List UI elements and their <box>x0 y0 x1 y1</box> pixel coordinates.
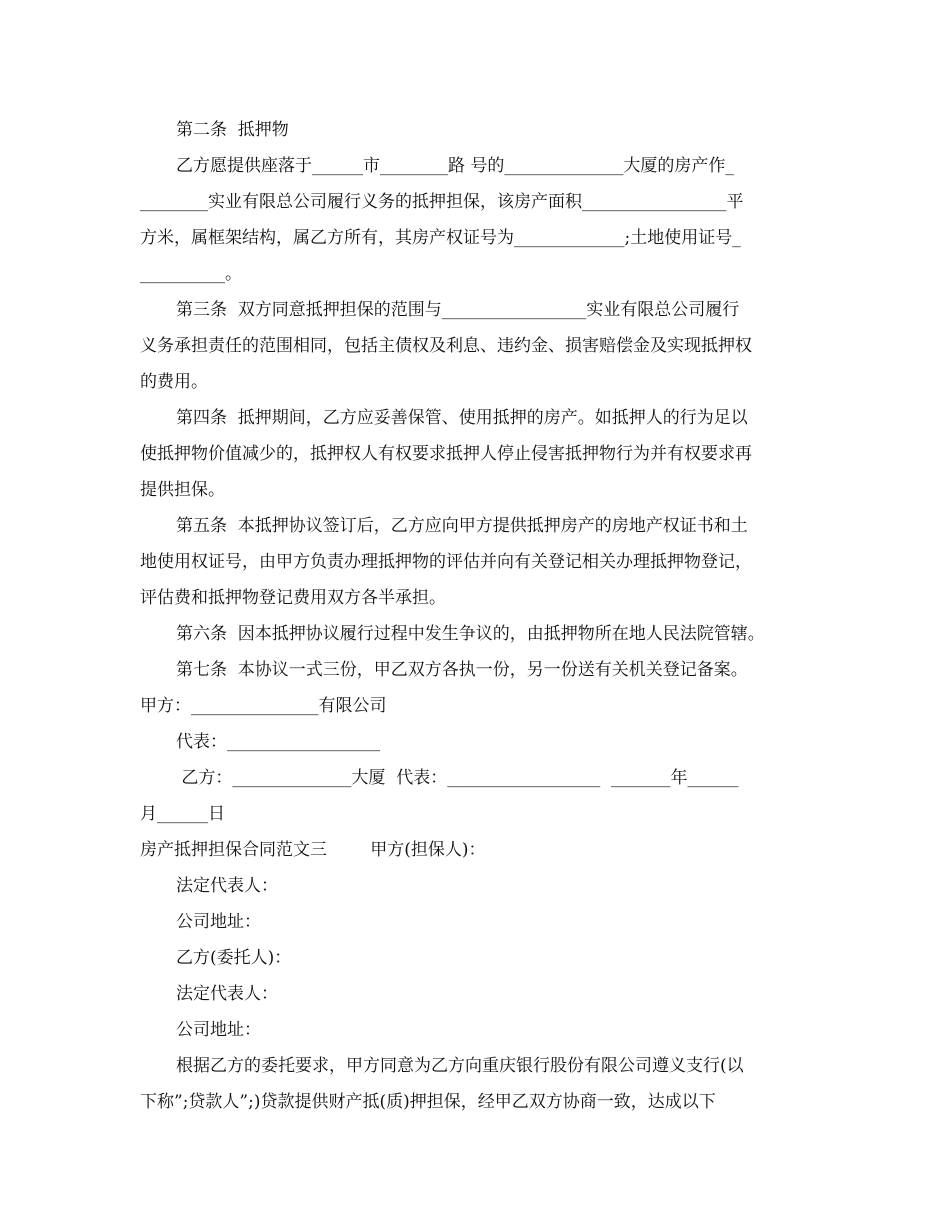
article-2-text-line: 方米，属框架结构，属乙方所有，其房产权证号为_____________;土地使用证号_ <box>140 228 741 248</box>
body-paragraph-line: 下称”;贷款人”;)贷款提供财产抵(质)押担保，经甲乙双方协商一致，达成以下 <box>140 1092 716 1112</box>
party-field-line: 乙方(委托人)： <box>176 948 292 968</box>
contract-title-line: 房产抵押担保合同范文三 甲方(担保人)： <box>140 840 486 860</box>
article-6-text-line: 第六条 因本抵押协议履行过程中发生争议的，由抵押物所在地人民法院管辖。 <box>176 624 765 644</box>
party-b-signature-line: 乙方：______________大厦 代表：__________________ _______年______ <box>176 768 739 788</box>
article-4-text-line: 第四条 抵押期间，乙方应妥善保管、使用抵押的房产。如抵押人的行为足以 <box>176 408 748 428</box>
body-paragraph-line: 根据乙方的委托要求，甲方同意为乙方向重庆银行股份有限公司遵义支行(以 <box>176 1056 744 1076</box>
party-field-line: 公司地址： <box>176 912 261 932</box>
article-3-text-line: 的费用。 <box>140 372 208 392</box>
party-a-signature-line: 甲方：_______________有限公司 <box>140 696 387 716</box>
article-5-text-line: 地使用权证号，由甲方负责办理抵押物的评估并向有关登记相关办理抵押物登记， <box>140 552 752 572</box>
party-a-representative-line: 代表：__________________ <box>176 732 380 752</box>
article-3-text-line: 义务承担责任的范围相同，包括主债权及利息、违约金、损害赔偿金及实现抵押权 <box>140 336 752 356</box>
article-2-text-line: __________。 <box>140 264 242 284</box>
signature-date-line: 月______日 <box>140 804 225 824</box>
article-5-text-line: 第五条 本抵押协议签订后，乙方应向甲方提供抵押房产的房地产权证书和土 <box>176 516 748 536</box>
article-3-text-line: 第三条 双方同意抵押担保的范围与_________________实业有限总公司履行 <box>176 300 740 320</box>
article-2-heading: 第二条 抵押物 <box>176 120 289 140</box>
party-field-line: 法定代表人： <box>176 984 278 1004</box>
article-2-text-line: ________实业有限总公司履行义务的抵押担保，该房产面积_________________平 <box>140 192 744 212</box>
party-field-line: 法定代表人： <box>176 876 278 896</box>
article-4-text-line: 提供担保。 <box>140 480 225 500</box>
article-2-text-line: 乙方愿提供座落于______市________路 号的______________大厦的房产作_ <box>176 156 734 176</box>
article-5-text-line: 评估费和抵押物登记费用双方各半承担。 <box>140 588 446 608</box>
article-4-text-line: 使抵押物价值减少的，抵押权人有权要求抵押人停止侵害抵押物行为并有权要求再 <box>140 444 752 464</box>
party-field-line: 公司地址： <box>176 1020 261 1040</box>
article-7-text-line: 第七条 本协议一式三份，甲乙双方各执一份，另一份送有关机关登记备案。 <box>176 660 748 680</box>
